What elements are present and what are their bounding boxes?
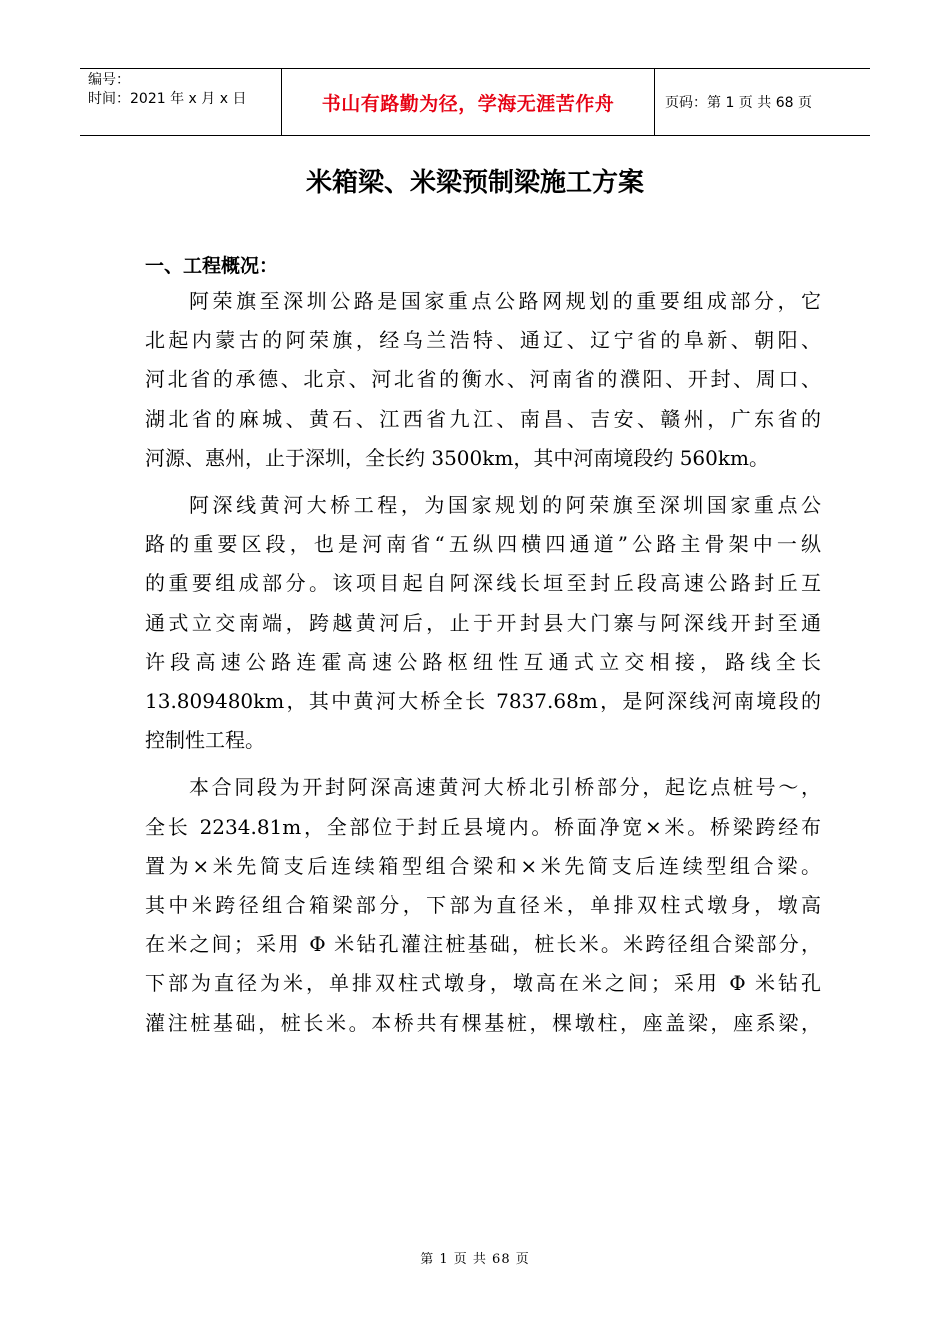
text-line: 全长 2234.81m，全部位于封丘县境内。桥面净宽×米。桥梁跨经布 xyxy=(145,814,821,839)
text-line: 阿荣旗至深圳公路是国家重点公路网规划的重要组成部分，它 xyxy=(189,289,821,313)
paragraph xyxy=(145,282,821,478)
text-line: 北起内蒙古的阿荣旗，经乌兰浩特、通辽、辽宁省的阜新、朝阳、 xyxy=(145,328,821,353)
document-title: 米箱梁、米梁预制梁施工方案 xyxy=(305,168,644,198)
section-heading: 一、工程概况： xyxy=(145,255,279,277)
text-line: 本合同段为开封阿深高速黄河大桥北引桥部分，起讫点桩号～， xyxy=(189,775,821,800)
paragraph xyxy=(145,486,821,760)
page-label: 页码：第 1 页 共 68 页 xyxy=(665,95,812,111)
text-line: 其中米跨径组合箱梁部分，下部为直径米，单排双柱式墩身，墩高 xyxy=(145,893,821,918)
header-table xyxy=(80,68,870,136)
text-line: 灌注桩基础，桩长米。本桥共有棵基桩，棵墩柱，座盖梁，座系梁， xyxy=(145,1010,821,1035)
header-meta xyxy=(80,69,282,135)
text-line: 河北省的承德、北京、河北省的衡水、河南省的濮阳、开封、周口、 xyxy=(145,367,821,392)
text-line: 河源、惠州，止于深圳，全长约 3500km，其中河南境段约 560km。 xyxy=(145,445,769,470)
text-line: 13.809480km，其中黄河大桥全长 7837.68m，是阿深线河南境段的 xyxy=(145,689,821,714)
text-line: 在米之间；采用 Φ 米钻孔灌注桩基础，桩长米。米跨径组合梁部分， xyxy=(145,932,821,957)
number-label: 编号： xyxy=(88,72,130,88)
text-line: 湖北省的麻城、黄石、江西省九江、南昌、吉安、赣州，广东省的 xyxy=(145,406,821,431)
motto: 书山有路勤为径，学海无涯苦作舟 xyxy=(282,69,655,135)
text-line: 许段高速公路连霍高速公路枢纽性互通式立交相接，路线全长 xyxy=(145,649,821,674)
text-line: 置为×米先简支后连续箱型组合梁和×米先简支后连续型组合梁。 xyxy=(145,853,821,878)
text-line: 路的重要区段，也是河南省“五纵四横四通道”公路主骨架中一纵 xyxy=(145,532,821,557)
page-footer: 第 1 页 共 68 页 xyxy=(420,1252,530,1267)
text-line: 通式立交南端，跨越黄河后，止于开封县大门寨与阿深线开封至通 xyxy=(145,610,821,635)
body-text xyxy=(145,282,821,1043)
paragraph xyxy=(145,768,821,1042)
text-line: 阿深线黄河大桥工程，为国家规划的阿荣旗至深圳国家重点公 xyxy=(189,493,821,518)
date-label: 时间：2021 年 x 月 x 日 xyxy=(88,91,247,107)
text-line: 的重要组成部分。该项目起自阿深线长垣至封丘段高速公路封丘互 xyxy=(145,571,821,596)
text-line: 下部为直径为米，单排双柱式墩身，墩高在米之间；采用 Φ 米钻孔 xyxy=(145,971,821,996)
text-line: 控制性工程。 xyxy=(145,728,265,753)
